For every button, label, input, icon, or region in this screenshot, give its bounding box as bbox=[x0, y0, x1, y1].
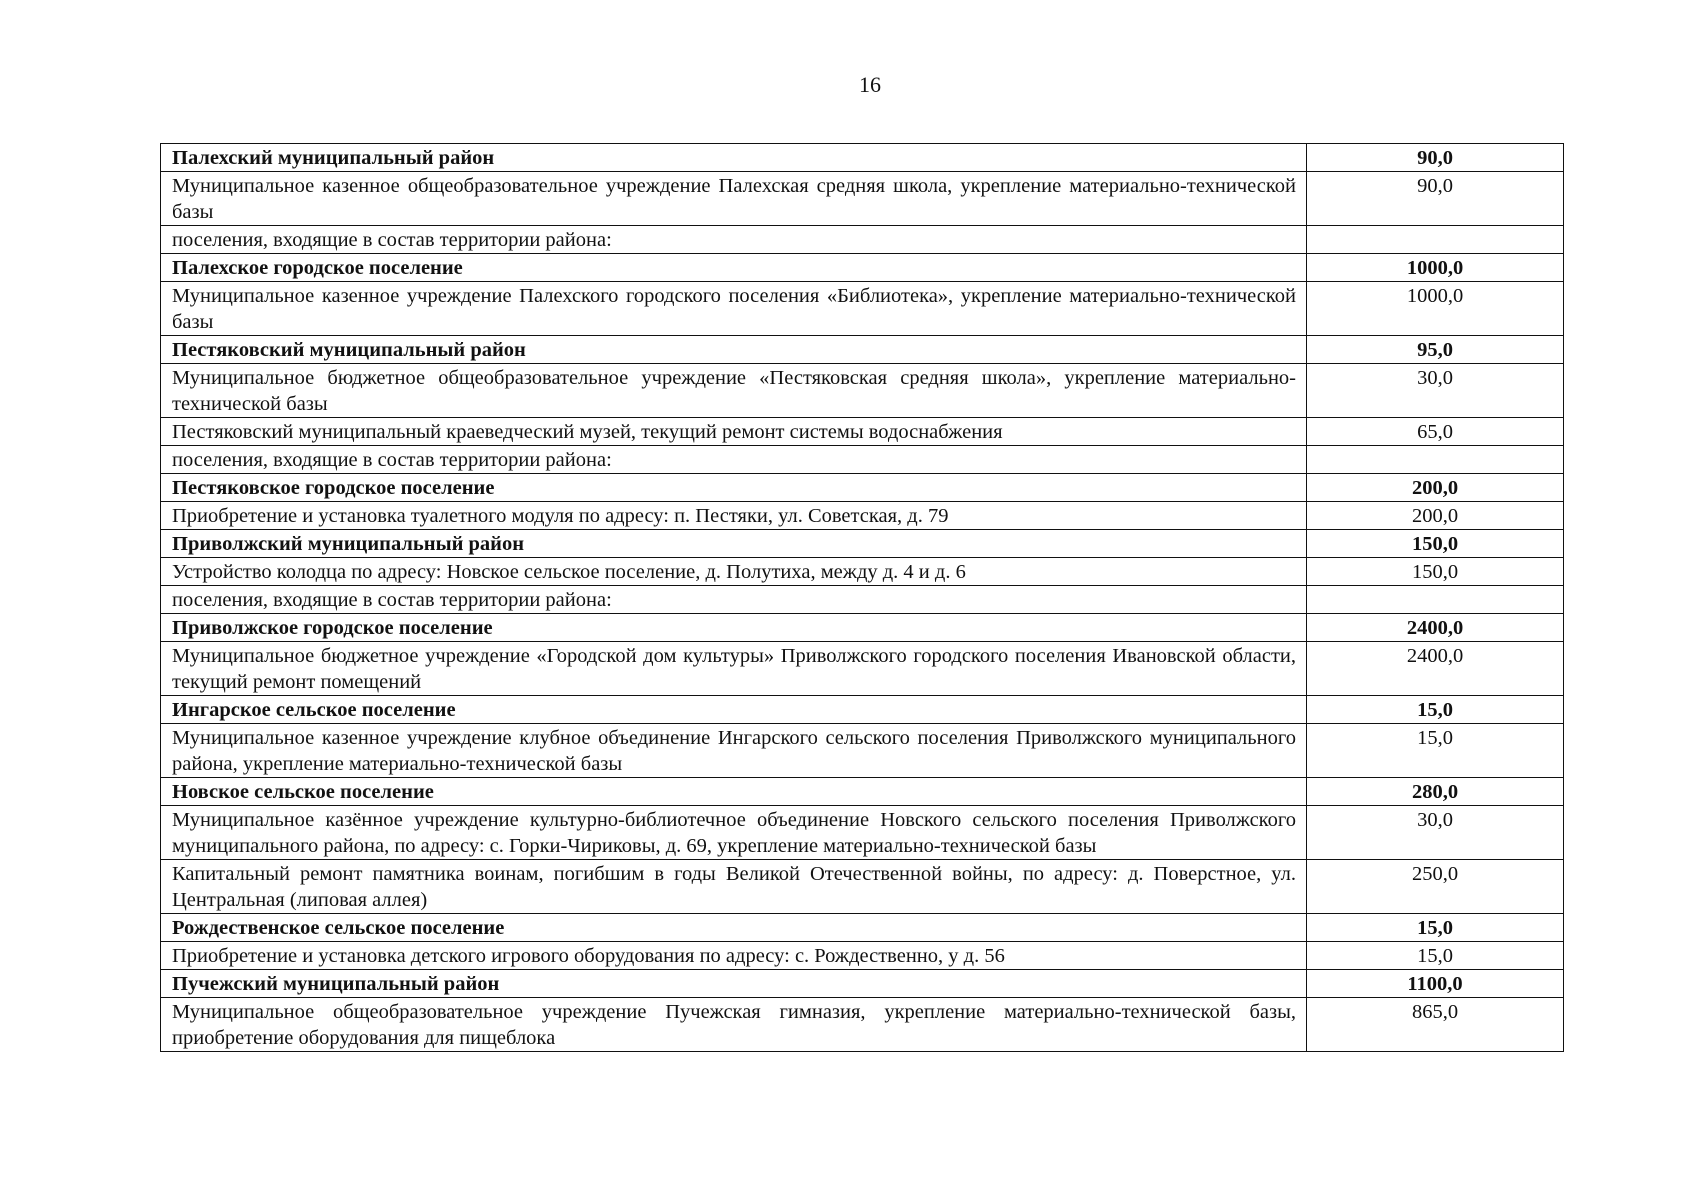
table-row bbox=[161, 558, 1564, 586]
row-amount: 95,0 bbox=[1307, 336, 1564, 364]
row-description: Палехский муниципальный район bbox=[161, 144, 1307, 172]
row-amount: 2400,0 bbox=[1307, 614, 1564, 642]
table-row-heading bbox=[161, 144, 1564, 172]
row-amount: 2400,0 bbox=[1307, 642, 1564, 696]
row-description: Муниципальное казенное учреждение клубное объединение Ингарского сельского поселения Приволжского муниципального района, укрепление материально-технической базы bbox=[161, 724, 1307, 778]
row-description: Устройство колодца по адресу: Новское сельское поселение, д. Полутиха, между д. 4 и д. 6 bbox=[161, 558, 1307, 586]
row-description: Новское сельское поселение bbox=[161, 778, 1307, 806]
row-description: Муниципальное бюджетное учреждение «Городской дом культуры» Приволжского городского поселения Ивановской области, текущий ремонт помещений bbox=[161, 642, 1307, 696]
table-row bbox=[161, 502, 1564, 530]
table-row bbox=[161, 282, 1564, 336]
row-description: Палехское городское поселение bbox=[161, 254, 1307, 282]
table-row bbox=[161, 364, 1564, 418]
row-description: Пучежский муниципальный район bbox=[161, 970, 1307, 998]
row-amount: 200,0 bbox=[1307, 474, 1564, 502]
row-amount: 280,0 bbox=[1307, 778, 1564, 806]
allocation-table bbox=[160, 143, 1564, 1052]
row-amount: 250,0 bbox=[1307, 860, 1564, 914]
row-description: Ингарское сельское поселение bbox=[161, 696, 1307, 724]
row-amount: 200,0 bbox=[1307, 502, 1564, 530]
table-row bbox=[161, 806, 1564, 860]
row-amount: 15,0 bbox=[1307, 724, 1564, 778]
table-row bbox=[161, 418, 1564, 446]
table-row-heading bbox=[161, 336, 1564, 364]
row-description: Приволжское городское поселение bbox=[161, 614, 1307, 642]
row-description: Приобретение и установка детского игрового оборудования по адресу: с. Рождественно, у д. 56 bbox=[161, 942, 1307, 970]
row-amount: 90,0 bbox=[1307, 172, 1564, 226]
row-amount bbox=[1307, 586, 1564, 614]
row-description: поселения, входящие в состав территории района: bbox=[161, 446, 1307, 474]
table-row-heading bbox=[161, 778, 1564, 806]
table-row bbox=[161, 172, 1564, 226]
table-row bbox=[161, 724, 1564, 778]
table-row-heading bbox=[161, 970, 1564, 998]
row-amount: 15,0 bbox=[1307, 696, 1564, 724]
row-description: Муниципальное общеобразовательное учреждение Пучежская гимназия, укрепление материально-технической базы, приобретение оборудования для пищеблока bbox=[161, 998, 1307, 1052]
row-amount: 15,0 bbox=[1307, 914, 1564, 942]
table-row bbox=[161, 942, 1564, 970]
row-amount: 90,0 bbox=[1307, 144, 1564, 172]
row-description: Приволжский муниципальный район bbox=[161, 530, 1307, 558]
row-description: поселения, входящие в состав территории района: bbox=[161, 226, 1307, 254]
table-row-heading bbox=[161, 614, 1564, 642]
table-row bbox=[161, 860, 1564, 914]
row-description: Рождественское сельское поселение bbox=[161, 914, 1307, 942]
row-amount: 150,0 bbox=[1307, 558, 1564, 586]
row-description: Муниципальное казенное учреждение Палехского городского поселения «Библиотека», укрепление материально-технической базы bbox=[161, 282, 1307, 336]
row-amount bbox=[1307, 446, 1564, 474]
table-row-heading bbox=[161, 914, 1564, 942]
row-description: Пестяковское городское поселение bbox=[161, 474, 1307, 502]
row-amount: 30,0 bbox=[1307, 806, 1564, 860]
row-amount: 1100,0 bbox=[1307, 970, 1564, 998]
row-amount bbox=[1307, 226, 1564, 254]
row-description: Муниципальное казенное общеобразовательное учреждение Палехская средняя школа, укрепление материально-технической базы bbox=[161, 172, 1307, 226]
row-amount: 30,0 bbox=[1307, 364, 1564, 418]
row-description: Капитальный ремонт памятника воинам, погибшим в годы Великой Отечественной войны, по адресу: д. Поверстное, ул. Центральная (липовая аллея) bbox=[161, 860, 1307, 914]
page-number: 16 bbox=[859, 72, 881, 97]
row-amount: 65,0 bbox=[1307, 418, 1564, 446]
row-amount: 1000,0 bbox=[1307, 282, 1564, 336]
table-body bbox=[161, 144, 1564, 1052]
table-row bbox=[161, 586, 1564, 614]
row-amount: 150,0 bbox=[1307, 530, 1564, 558]
row-amount: 1000,0 bbox=[1307, 254, 1564, 282]
table-row-heading bbox=[161, 474, 1564, 502]
row-description: Муниципальное казённое учреждение культурно-библиотечное объединение Новского сельского поселения Приволжского муниципального района, по адресу: с. Горки-Чириковы, д. 69, укрепление материально-технической базы bbox=[161, 806, 1307, 860]
table-row-heading bbox=[161, 696, 1564, 724]
table-row bbox=[161, 998, 1564, 1052]
row-amount: 865,0 bbox=[1307, 998, 1564, 1052]
table-row-heading bbox=[161, 254, 1564, 282]
table-row bbox=[161, 642, 1564, 696]
row-amount: 15,0 bbox=[1307, 942, 1564, 970]
row-description: Приобретение и установка туалетного модуля по адресу: п. Пестяки, ул. Советская, д. 79 bbox=[161, 502, 1307, 530]
row-description: Пестяковский муниципальный район bbox=[161, 336, 1307, 364]
row-description: поселения, входящие в состав территории района: bbox=[161, 586, 1307, 614]
row-description: Пестяковский муниципальный краеведческий музей, текущий ремонт системы водоснабжения bbox=[161, 418, 1307, 446]
table-row bbox=[161, 226, 1564, 254]
table-row-heading bbox=[161, 530, 1564, 558]
row-description: Муниципальное бюджетное общеобразовательное учреждение «Пестяковская средняя школа», укрепление материально-технической базы bbox=[161, 364, 1307, 418]
table-row bbox=[161, 446, 1564, 474]
